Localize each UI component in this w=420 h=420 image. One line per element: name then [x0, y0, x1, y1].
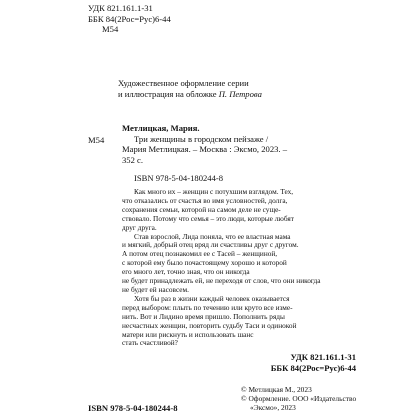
design-credit — [118, 78, 262, 99]
annotation-line: несчастных женщин, повторить судьбу Таси и одинокой — [122, 320, 297, 330]
annotation-line: что отказались от счастья во имя условностей, долга, — [122, 195, 288, 205]
annotation — [122, 188, 360, 348]
annotation-line: Как много их – женщин с потухшим взглядом. Тех, — [134, 187, 294, 196]
udk-repeat: УДК 821.161.1-31 — [290, 352, 356, 362]
catalog-card — [122, 123, 358, 165]
annotation-line: с которой ему было почастоящему хорошо и которой — [122, 258, 287, 268]
copyright-publisher: © Оформление. ООО «Издательство — [241, 394, 357, 404]
annotation-line: перед выбором: плыть по течению или круто все изме- — [122, 302, 293, 312]
copyright-publisher-cont: «Эксмо», 2023 — [250, 403, 296, 413]
author-mark: М54 — [102, 24, 119, 35]
design-credit-line2 — [118, 89, 262, 100]
annotation-line: и мягкий, добрый отец вряд ли счастливы друг с другом. — [122, 240, 299, 250]
annotation-line: не будет принадлежать ей, не переходя от слов, что они никогда — [122, 276, 321, 286]
annotation-line: нить. Вот и Лидино время пришло. Пополнить ряды — [122, 311, 285, 321]
copyright-block — [241, 385, 356, 413]
annotation-line: стать счастливой? — [122, 338, 178, 348]
footer-isbn: ISBN 978-5-04-180244-8 — [88, 403, 178, 413]
annotation-line: А потом отец познакомил ее с Тасей – женщиной, — [122, 249, 278, 259]
annotation-line: Став взрослой, Лида поняла, что ее властная мама — [134, 231, 291, 241]
annotation-line: не будет ей насовсем. — [122, 284, 189, 294]
header-block — [88, 3, 171, 35]
catalog-author: Метлицкая, Мария. — [122, 123, 200, 133]
annotation-line: Хотя бы раз в жизни каждый человек оказывается — [134, 293, 290, 303]
copyright-author: © Метлицкая М., 2023 — [241, 385, 312, 394]
design-credit-line1: Художественное оформление серии — [118, 78, 249, 88]
annotation-line: матери или рискнуть и использовать шанс — [122, 329, 254, 339]
annotation-line: ствовало. Потому что семья – это люди, которые любят — [122, 213, 294, 223]
classification-repeat — [238, 352, 356, 373]
annotation-line: друг друга. — [122, 222, 157, 232]
design-credit-prefix: и иллюстрация на обложке — [118, 88, 219, 99]
catalog-mark: М54 — [88, 135, 105, 145]
annotation-line: сохранения семьи, которой на самом деле не суще- — [122, 204, 281, 214]
illustrator-name: П. Петрова — [218, 88, 262, 99]
bbk-repeat: ББК 84(2Рос=Рус)6-44 — [270, 362, 356, 373]
catalog-desc-line1: Три женщины в городском пейзаже / — [134, 133, 269, 144]
catalog-desc-line2: Мария Метлицкая. – Москва : Эксмо, 2023. – — [122, 144, 288, 155]
udk-code: УДК 821.161.1-31 — [88, 3, 153, 13]
catalog-isbn: ISBN 978-5-04-180244-8 — [134, 173, 224, 183]
annotation-line: его много лет, точно зная, что он никогда — [122, 267, 250, 277]
catalog-desc-line3: 352 с. — [122, 154, 144, 165]
bbk-code: ББК 84(2Рос=Рус)6-44 — [88, 13, 171, 24]
